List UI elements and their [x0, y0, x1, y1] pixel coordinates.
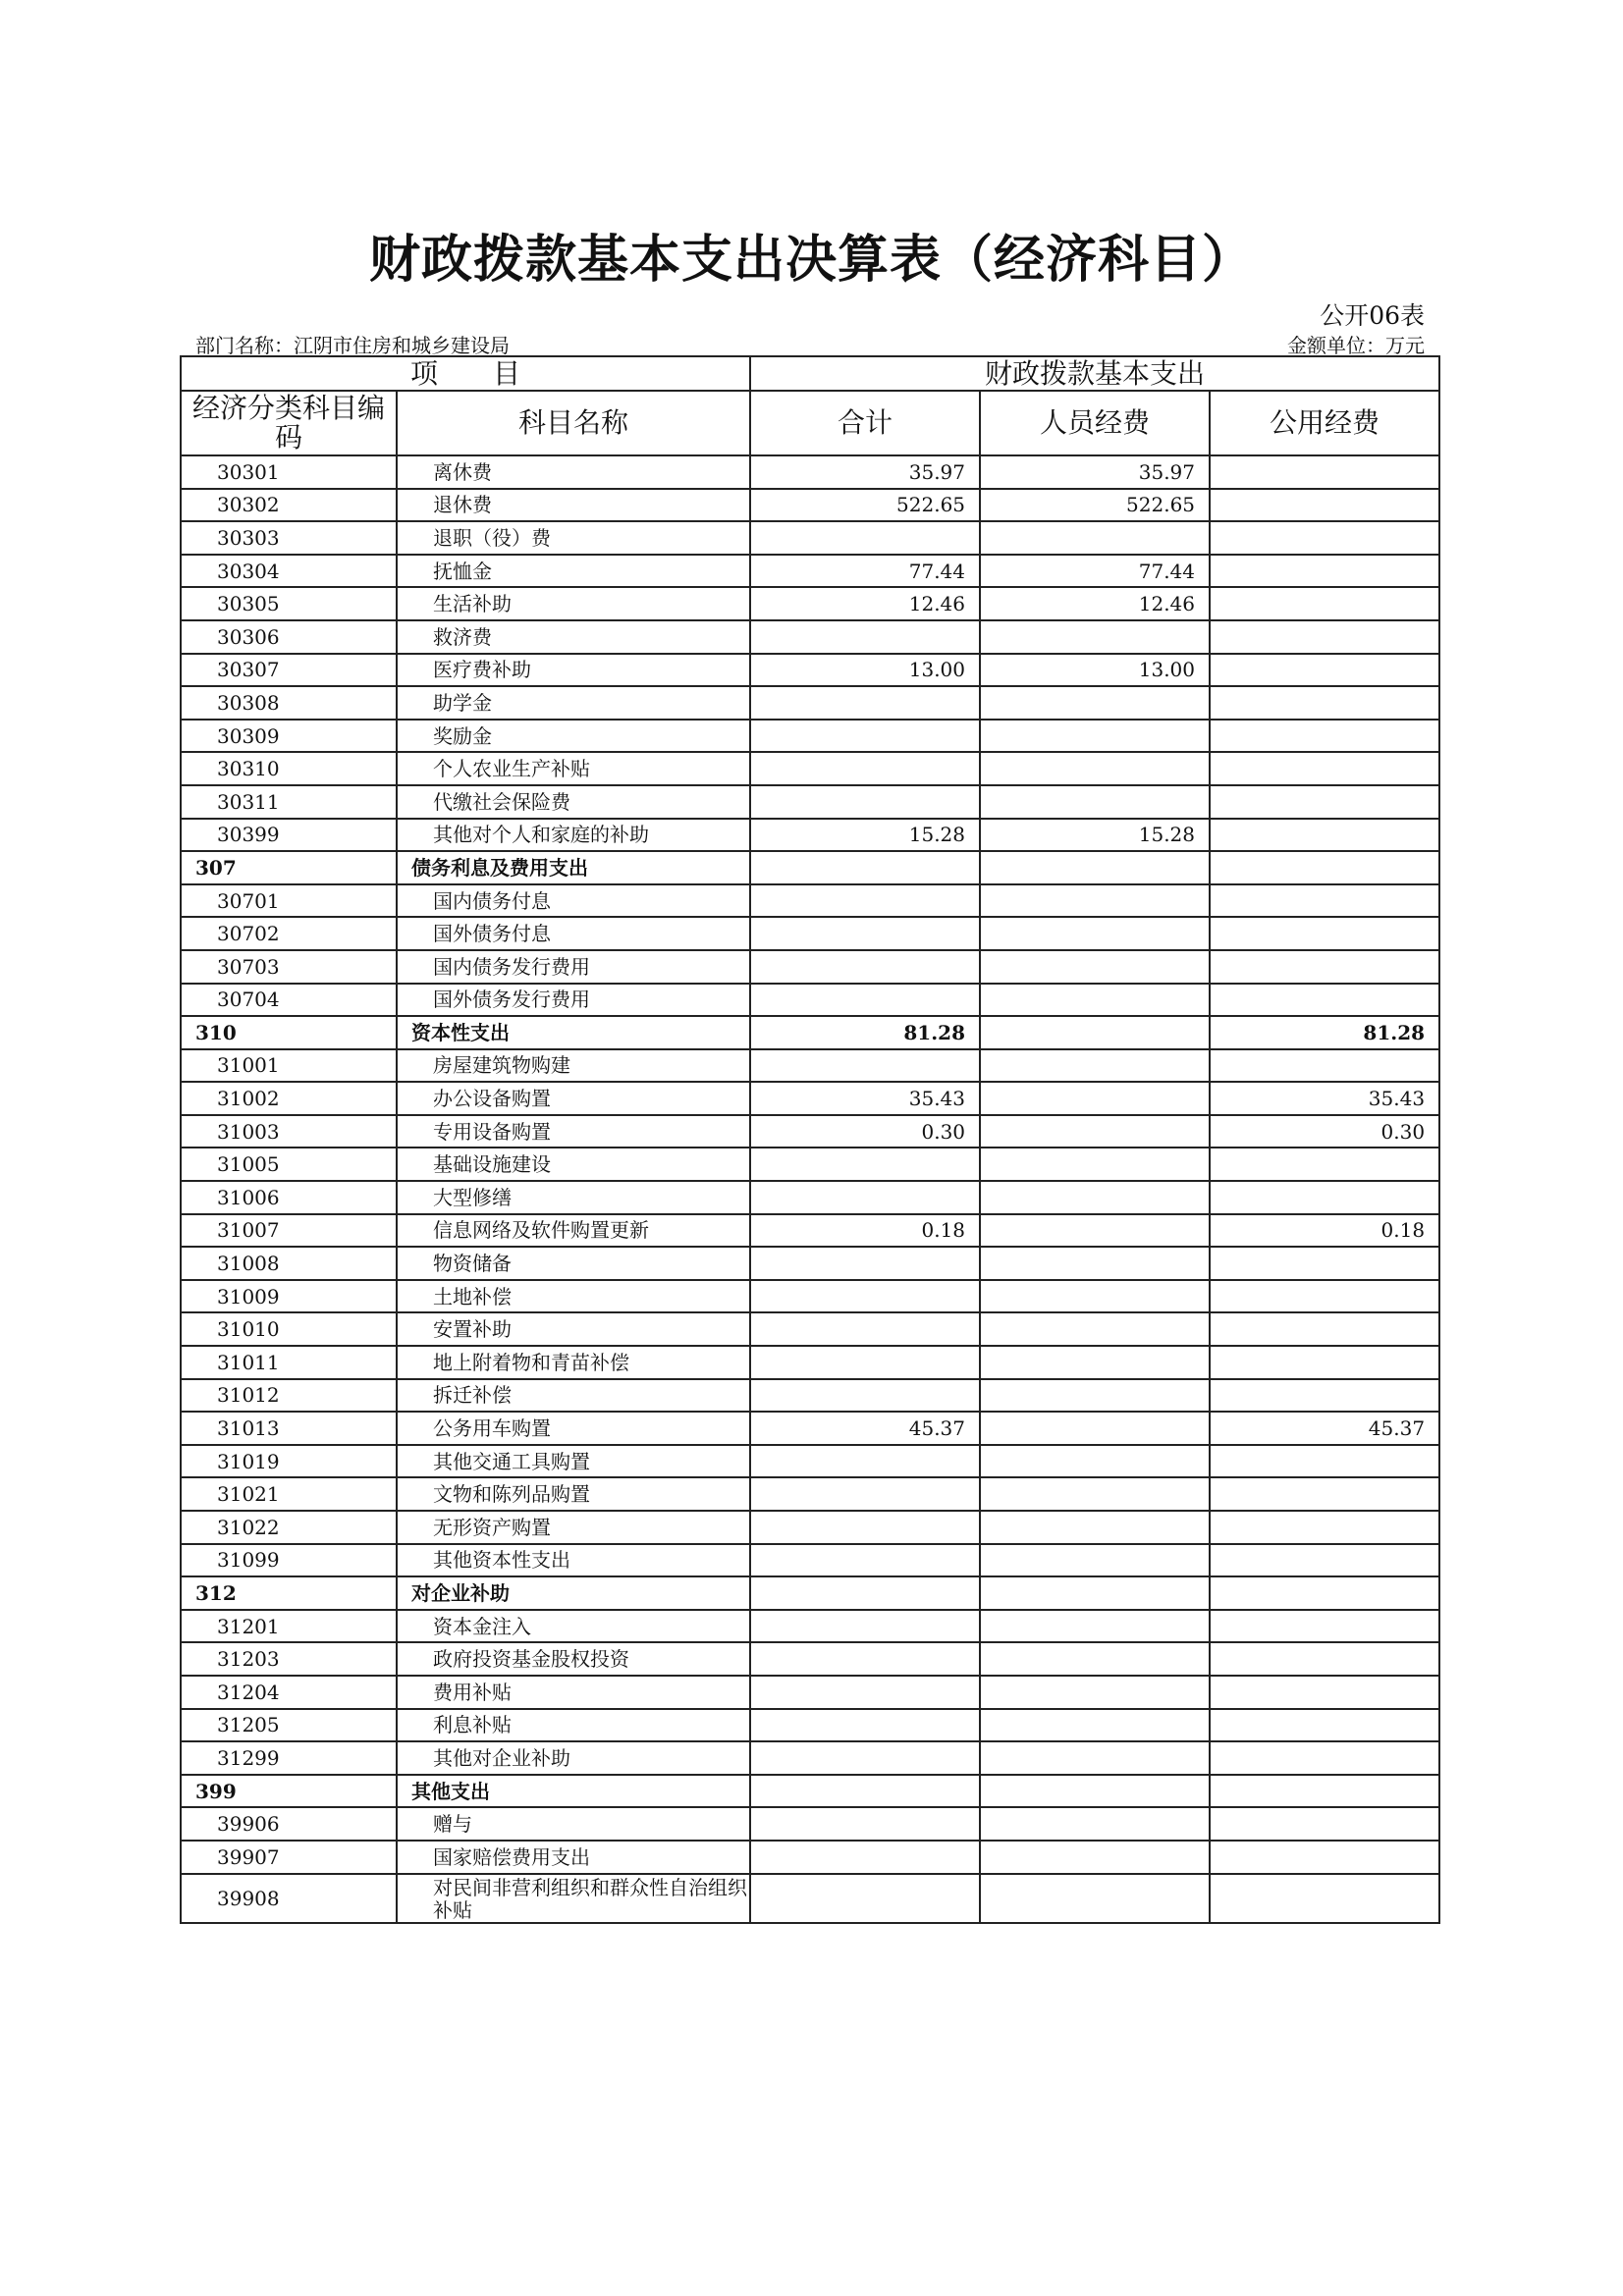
row-name: 退休费	[397, 489, 750, 522]
row-total	[750, 1610, 980, 1643]
row-personnel	[980, 1576, 1210, 1610]
row-name: 公务用车购置	[397, 1412, 750, 1445]
table-row	[181, 950, 1439, 984]
row-code: 31022	[181, 1511, 397, 1544]
row-code: 30304	[181, 555, 397, 588]
row-personnel	[980, 720, 1210, 753]
row-total: 35.97	[750, 455, 980, 489]
row-name: 其他资本性支出	[397, 1544, 750, 1577]
row-name: 物资储备	[397, 1247, 750, 1280]
table-row	[181, 1346, 1439, 1379]
row-personnel	[980, 1280, 1210, 1313]
row-total	[750, 1576, 980, 1610]
table-row	[181, 1148, 1439, 1181]
row-personnel	[980, 1807, 1210, 1841]
row-total: 12.46	[750, 587, 980, 620]
table-row	[181, 884, 1439, 918]
row-personnel	[980, 1874, 1210, 1923]
row-public	[1210, 950, 1439, 984]
row-public: 35.43	[1210, 1082, 1439, 1115]
table-row	[181, 1312, 1439, 1346]
row-public	[1210, 1544, 1439, 1577]
category-row	[181, 1576, 1439, 1610]
row-code: 31001	[181, 1049, 397, 1083]
row-public	[1210, 819, 1439, 852]
table-row	[181, 1379, 1439, 1413]
row-name: 其他交通工具购置	[397, 1445, 750, 1478]
row-personnel	[980, 1445, 1210, 1478]
row-total: 0.30	[750, 1115, 980, 1148]
row-public	[1210, 620, 1439, 654]
row-total	[750, 1544, 980, 1577]
row-code: 399	[181, 1775, 397, 1808]
table-row	[181, 455, 1439, 489]
row-personnel: 522.65	[980, 489, 1210, 522]
row-code: 39908	[181, 1874, 397, 1923]
table-row	[181, 1247, 1439, 1280]
row-code: 31007	[181, 1214, 397, 1248]
row-name: 国外债务付息	[397, 917, 750, 950]
table-row	[181, 1807, 1439, 1841]
row-personnel: 35.97	[980, 455, 1210, 489]
row-public	[1210, 1576, 1439, 1610]
row-name: 国家赔偿费用支出	[397, 1841, 750, 1874]
row-name: 房屋建筑物购建	[397, 1049, 750, 1083]
row-public	[1210, 1148, 1439, 1181]
row-total	[750, 1841, 980, 1874]
row-public	[1210, 984, 1439, 1017]
table-row	[181, 1049, 1439, 1083]
row-public	[1210, 1874, 1439, 1923]
row-public	[1210, 1445, 1439, 1478]
header-basic-expenditure: 财政拨款基本支出	[750, 356, 1439, 391]
row-code: 30301	[181, 455, 397, 489]
row-total: 15.28	[750, 819, 980, 852]
table-row	[181, 654, 1439, 687]
table-row	[181, 1642, 1439, 1676]
row-personnel	[980, 884, 1210, 918]
row-public	[1210, 917, 1439, 950]
row-personnel	[980, 1511, 1210, 1544]
row-personnel: 15.28	[980, 819, 1210, 852]
row-code: 30305	[181, 587, 397, 620]
row-total	[750, 884, 980, 918]
table-row	[181, 984, 1439, 1017]
row-personnel	[980, 1741, 1210, 1775]
row-name: 文物和陈列品购置	[397, 1477, 750, 1511]
row-personnel	[980, 1841, 1210, 1874]
row-total	[750, 1346, 980, 1379]
row-public	[1210, 1247, 1439, 1280]
row-personnel	[980, 620, 1210, 654]
row-public	[1210, 720, 1439, 753]
row-name: 生活补助	[397, 587, 750, 620]
row-name: 国内债务付息	[397, 884, 750, 918]
row-name: 对民间非营利组织和群众性自治组织补贴	[397, 1874, 750, 1923]
row-public	[1210, 521, 1439, 555]
table-row	[181, 1082, 1439, 1115]
row-total	[750, 1445, 980, 1478]
row-total	[750, 1148, 980, 1181]
table-row	[181, 819, 1439, 852]
row-public	[1210, 851, 1439, 884]
row-public	[1210, 1280, 1439, 1313]
row-total	[750, 1874, 980, 1923]
row-public	[1210, 1841, 1439, 1874]
row-total	[750, 1312, 980, 1346]
row-name: 大型修缮	[397, 1181, 750, 1214]
table-row	[181, 1115, 1439, 1148]
row-total: 77.44	[750, 555, 980, 588]
row-name: 退职（役）费	[397, 521, 750, 555]
row-personnel	[980, 1247, 1210, 1280]
row-total	[750, 1280, 980, 1313]
table-row	[181, 1841, 1439, 1874]
row-name: 其他对企业补助	[397, 1741, 750, 1775]
category-row	[181, 1016, 1439, 1049]
row-name: 救济费	[397, 620, 750, 654]
row-code: 31012	[181, 1379, 397, 1413]
table-row	[181, 686, 1439, 720]
row-code: 31201	[181, 1610, 397, 1643]
row-total	[750, 1379, 980, 1413]
table-row	[181, 1445, 1439, 1478]
row-code: 31005	[181, 1148, 397, 1181]
row-public: 45.37	[1210, 1412, 1439, 1445]
row-personnel	[980, 1214, 1210, 1248]
category-row	[181, 851, 1439, 884]
table-row	[181, 1874, 1439, 1923]
row-public	[1210, 884, 1439, 918]
row-total	[750, 1181, 980, 1214]
row-name: 土地补偿	[397, 1280, 750, 1313]
page-title: 财政拨款基本支出决算表（经济科目）	[368, 230, 1254, 290]
row-public	[1210, 555, 1439, 588]
table-row	[181, 1544, 1439, 1577]
row-name: 医疗费补助	[397, 654, 750, 687]
row-name: 助学金	[397, 686, 750, 720]
row-code: 307	[181, 851, 397, 884]
row-total: 81.28	[750, 1016, 980, 1049]
row-total	[750, 1775, 980, 1808]
row-public	[1210, 1312, 1439, 1346]
row-name: 安置补助	[397, 1312, 750, 1346]
table-row	[181, 1412, 1439, 1445]
row-public	[1210, 686, 1439, 720]
row-personnel	[980, 686, 1210, 720]
table-row	[181, 521, 1439, 555]
row-code: 30307	[181, 654, 397, 687]
row-code: 31019	[181, 1445, 397, 1478]
row-code: 312	[181, 1576, 397, 1610]
row-code: 31011	[181, 1346, 397, 1379]
row-total	[750, 1477, 980, 1511]
row-public: 0.30	[1210, 1115, 1439, 1148]
row-name: 其他支出	[397, 1775, 750, 1808]
row-name: 对企业补助	[397, 1576, 750, 1610]
row-public	[1210, 587, 1439, 620]
department-name: 部门名称：江阴市住房和城乡建设局	[195, 334, 510, 357]
amount-unit: 金额单位：万元	[1287, 334, 1425, 357]
table-row	[181, 917, 1439, 950]
table-row	[181, 1610, 1439, 1643]
row-name: 资本性支出	[397, 1016, 750, 1049]
row-code: 310	[181, 1016, 397, 1049]
row-name: 抚恤金	[397, 555, 750, 588]
row-code: 30311	[181, 785, 397, 819]
row-public	[1210, 752, 1439, 785]
row-public	[1210, 1610, 1439, 1643]
row-total: 45.37	[750, 1412, 980, 1445]
row-code: 30310	[181, 752, 397, 785]
row-public	[1210, 1511, 1439, 1544]
table-row	[181, 489, 1439, 522]
table-row	[181, 1511, 1439, 1544]
table-row	[181, 555, 1439, 588]
header-row-1	[181, 356, 1439, 391]
row-personnel	[980, 1709, 1210, 1742]
row-code: 31003	[181, 1115, 397, 1148]
row-personnel	[980, 785, 1210, 819]
header-public: 公用经费	[1210, 391, 1439, 455]
row-code: 30703	[181, 950, 397, 984]
row-code: 31204	[181, 1676, 397, 1709]
expenditure-table	[180, 355, 1440, 1924]
row-name: 办公设备购置	[397, 1082, 750, 1115]
row-total	[750, 1049, 980, 1083]
row-name: 信息网络及软件购置更新	[397, 1214, 750, 1248]
row-personnel	[980, 1049, 1210, 1083]
row-code: 31299	[181, 1741, 397, 1775]
row-public: 81.28	[1210, 1016, 1439, 1049]
table-row	[181, 752, 1439, 785]
row-total: 522.65	[750, 489, 980, 522]
row-public	[1210, 1181, 1439, 1214]
row-name: 政府投资基金股权投资	[397, 1642, 750, 1676]
row-name: 其他对个人和家庭的补助	[397, 819, 750, 852]
row-personnel	[980, 1642, 1210, 1676]
row-name: 奖励金	[397, 720, 750, 753]
row-public	[1210, 1741, 1439, 1775]
row-code: 31006	[181, 1181, 397, 1214]
row-public	[1210, 1709, 1439, 1742]
row-name: 个人农业生产补贴	[397, 752, 750, 785]
row-personnel	[980, 1082, 1210, 1115]
row-code: 30308	[181, 686, 397, 720]
row-name: 国内债务发行费用	[397, 950, 750, 984]
row-code: 31013	[181, 1412, 397, 1445]
table-row	[181, 1214, 1439, 1248]
row-total	[750, 720, 980, 753]
row-name: 赠与	[397, 1807, 750, 1841]
row-personnel: 12.46	[980, 587, 1210, 620]
row-total	[750, 752, 980, 785]
row-name: 无形资产购置	[397, 1511, 750, 1544]
row-code: 31205	[181, 1709, 397, 1742]
row-public	[1210, 1676, 1439, 1709]
row-personnel	[980, 917, 1210, 950]
category-row	[181, 1775, 1439, 1808]
table-row	[181, 1741, 1439, 1775]
row-personnel	[980, 1115, 1210, 1148]
header-name: 科目名称	[397, 391, 750, 455]
header-code: 经济分类科目编码	[181, 391, 397, 455]
row-total	[750, 917, 980, 950]
row-public	[1210, 1477, 1439, 1511]
row-personnel	[980, 1016, 1210, 1049]
row-code: 31002	[181, 1082, 397, 1115]
row-personnel	[980, 1775, 1210, 1808]
table-row	[181, 1709, 1439, 1742]
row-total: 0.18	[750, 1214, 980, 1248]
row-code: 31008	[181, 1247, 397, 1280]
row-total	[750, 785, 980, 819]
row-total	[750, 851, 980, 884]
table-row	[181, 785, 1439, 819]
row-public: 0.18	[1210, 1214, 1439, 1248]
row-name: 国外债务发行费用	[397, 984, 750, 1017]
row-personnel	[980, 950, 1210, 984]
row-code: 30399	[181, 819, 397, 852]
row-personnel	[980, 1676, 1210, 1709]
row-total	[750, 1709, 980, 1742]
table-row	[181, 720, 1439, 753]
row-personnel	[980, 1346, 1210, 1379]
header-total: 合计	[750, 391, 980, 455]
row-code: 30303	[181, 521, 397, 555]
row-personnel	[980, 1610, 1210, 1643]
row-code: 30702	[181, 917, 397, 950]
table-row	[181, 1280, 1439, 1313]
row-total: 13.00	[750, 654, 980, 687]
row-personnel	[980, 521, 1210, 555]
row-total	[750, 1676, 980, 1709]
row-total	[750, 686, 980, 720]
row-code: 30704	[181, 984, 397, 1017]
row-code: 30302	[181, 489, 397, 522]
row-total	[750, 1511, 980, 1544]
header-row-2	[181, 391, 1439, 455]
table-row	[181, 1181, 1439, 1214]
table-row	[181, 620, 1439, 654]
row-total	[750, 1807, 980, 1841]
row-name: 地上附着物和青苗补偿	[397, 1346, 750, 1379]
table-row	[181, 1477, 1439, 1511]
row-name: 资本金注入	[397, 1610, 750, 1643]
row-total	[750, 521, 980, 555]
row-code: 31203	[181, 1642, 397, 1676]
row-total	[750, 620, 980, 654]
row-name: 债务利息及费用支出	[397, 851, 750, 884]
row-public	[1210, 455, 1439, 489]
row-code: 31009	[181, 1280, 397, 1313]
row-public	[1210, 1642, 1439, 1676]
row-name: 基础设施建设	[397, 1148, 750, 1181]
row-code: 30309	[181, 720, 397, 753]
row-personnel	[980, 851, 1210, 884]
row-public	[1210, 1807, 1439, 1841]
row-total: 35.43	[750, 1082, 980, 1115]
row-total	[750, 1642, 980, 1676]
row-name: 拆迁补偿	[397, 1379, 750, 1413]
row-name: 离休费	[397, 455, 750, 489]
row-personnel: 77.44	[980, 555, 1210, 588]
row-personnel	[980, 1148, 1210, 1181]
row-total	[750, 1741, 980, 1775]
row-code: 31099	[181, 1544, 397, 1577]
row-personnel	[980, 1477, 1210, 1511]
row-public	[1210, 1346, 1439, 1379]
row-personnel	[980, 1544, 1210, 1577]
row-personnel	[980, 1412, 1210, 1445]
row-code: 31021	[181, 1477, 397, 1511]
row-total	[750, 950, 980, 984]
row-public	[1210, 489, 1439, 522]
row-code: 30306	[181, 620, 397, 654]
row-code: 31010	[181, 1312, 397, 1346]
row-public	[1210, 1775, 1439, 1808]
row-personnel	[980, 752, 1210, 785]
row-personnel	[980, 1379, 1210, 1413]
row-name: 费用补贴	[397, 1676, 750, 1709]
table-number: 公开06表	[1320, 301, 1425, 330]
row-name: 专用设备购置	[397, 1115, 750, 1148]
row-public	[1210, 1049, 1439, 1083]
row-name: 代缴社会保险费	[397, 785, 750, 819]
row-personnel	[980, 1181, 1210, 1214]
row-code: 39906	[181, 1807, 397, 1841]
table-row	[181, 587, 1439, 620]
row-name: 利息补贴	[397, 1709, 750, 1742]
row-personnel	[980, 1312, 1210, 1346]
row-code: 39907	[181, 1841, 397, 1874]
table-row	[181, 1676, 1439, 1709]
header-project: 项 目	[181, 356, 750, 391]
row-personnel: 13.00	[980, 654, 1210, 687]
row-personnel	[980, 984, 1210, 1017]
row-code: 30701	[181, 884, 397, 918]
row-total	[750, 1247, 980, 1280]
row-public	[1210, 1379, 1439, 1413]
header-personnel: 人员经费	[980, 391, 1210, 455]
row-public	[1210, 654, 1439, 687]
row-public	[1210, 785, 1439, 819]
row-total	[750, 984, 980, 1017]
